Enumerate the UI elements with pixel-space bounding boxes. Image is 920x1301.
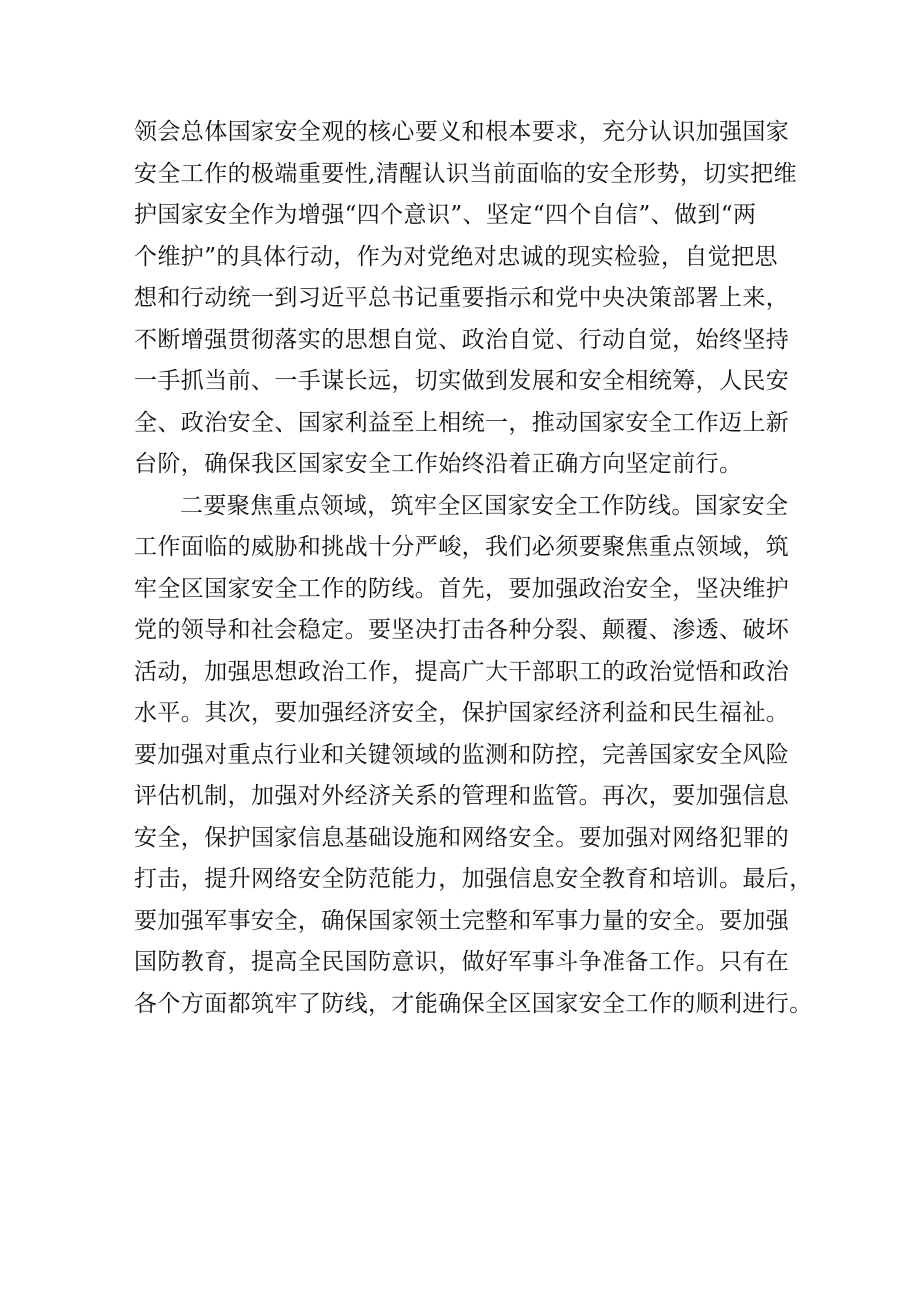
text-line: 领会总体国家安全观的核心要义和根本要求，充分认识加强国家 <box>134 119 790 145</box>
text-line: 护国家安全作为增强“四个意识”、坚定“四个自信”、做到“两 <box>134 202 757 228</box>
text-line: 台阶，确保我区国家安全工作始终沿着正确方向坚定前行。 <box>134 451 743 477</box>
text-line: 牢全区国家安全工作的防线。首先，要加强政治安全，坚决维护 <box>134 575 790 602</box>
text-line: 要加强军事安全，确保国家领土完整和军事力量的安全。要加强 <box>134 907 790 934</box>
text-line: 想和行动统一到习近平总书记重要指示和党中央决策部署上来， <box>134 285 790 311</box>
text-line: 国防教育，提高全民国防意识，做好军事斗争准备工作。只有在 <box>134 949 790 975</box>
text-line: 安全工作的极端重要性,清醒认识当前面临的安全形势，切实把维 <box>134 160 797 187</box>
text-line-indented: 二要聚焦重点领域，筑牢全区国家安全工作防线。国家安全 <box>180 492 789 519</box>
text-line: 个维护”的具体行动，作为对党绝对忠诚的现实检验，自觉把思 <box>134 243 778 270</box>
text-line: 各个方面都筑牢了防线，才能确保全区国家安全工作的顺利进行。 <box>134 990 813 1017</box>
text-line: 活动，加强思想政治工作，提高广大干部职工的政治觉悟和政治 <box>134 658 790 685</box>
paragraph-1 <box>134 112 797 486</box>
text-line: 打击，提升网络安全防范能力，加强信息安全教育和培训。最后， <box>134 866 813 892</box>
text-line: 水平。其次，要加强经济安全，保护国家经济利益和民生福祉。 <box>134 700 790 726</box>
paragraph-2 <box>134 486 813 1026</box>
text-line: 评估机制，加强对外经济关系的管理和监管。再次，要加强信息 <box>134 783 790 809</box>
text-line: 全、政治安全、国家利益至上相统一，推动国家安全工作迈上新 <box>134 409 790 436</box>
text-line: 要加强对重点行业和关键领域的监测和防控，完善国家安全风险 <box>134 741 790 768</box>
text-line: 一手抓当前、一手谋长远，切实做到发展和安全相统筹，人民安 <box>134 368 790 394</box>
text-line: 安全，保护国家信息基础设施和网络安全。要加强对网络犯罪的 <box>134 824 790 851</box>
document-body <box>134 112 813 1025</box>
text-line: 工作面临的威胁和挑战十分严峻，我们必须要聚焦重点领域，筑 <box>134 534 790 560</box>
text-line: 党的领导和社会稳定。要坚决打击各种分裂、颠覆、渗透、破坏 <box>134 617 790 643</box>
text-line: 不断增强贯彻落实的思想自觉、政治自觉、行动自觉，始终坚持 <box>134 326 790 353</box>
